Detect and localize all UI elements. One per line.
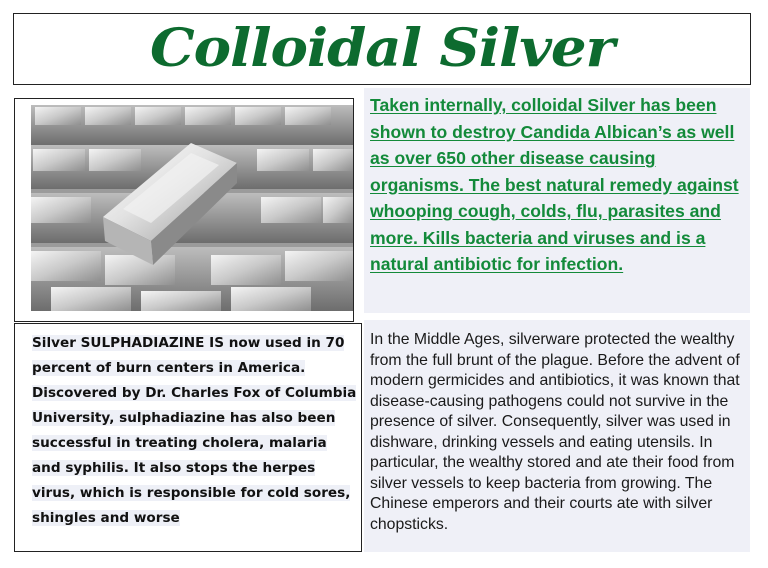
title-banner xyxy=(13,13,751,85)
middle-ages-history-text: In the Middle Ages, silverware protected the wealthy from the full brunt of the plague. Before the advent of modern germicides and antibiotics, it was known that disease-causing pathogens could not survive in the presence of silver. Consequently, silver was used in dishware, drinking vessels and eating utensils. In particular, the wealthy stored and ate their food from silver vessels to keep bacteria from growing. The Chinese emperors and their courts ate with silver chopsticks. xyxy=(370,331,740,533)
silver-bars-image xyxy=(31,105,353,311)
sulphadiazine-box xyxy=(14,323,362,552)
image-frame xyxy=(14,98,354,322)
sulphadiazine-text-wrapper xyxy=(32,331,357,531)
colloidal-benefits-text: Taken internally, colloidal Silver has been shown to destroy Candida Albican’s as well as over 650 other disease causing organisms. The best natural remedy against whooping cough, colds, flu, parasites and more. Kills bacteria and viruses and is a natural antibiotic for infection. xyxy=(370,95,739,274)
page-title: Colloidal Silver xyxy=(149,18,615,79)
sulphadiazine-text: Silver SULPHADIAZINE IS now used in 70 percent of burn centers in America. Discovered by Dr. Charles Fox of Columbia University, sulphadiazine has also been successful in treating cholera, malaria and syphilis. It also stops the herpes virus, which is responsible for cold sores, shingles and worse xyxy=(32,335,357,526)
